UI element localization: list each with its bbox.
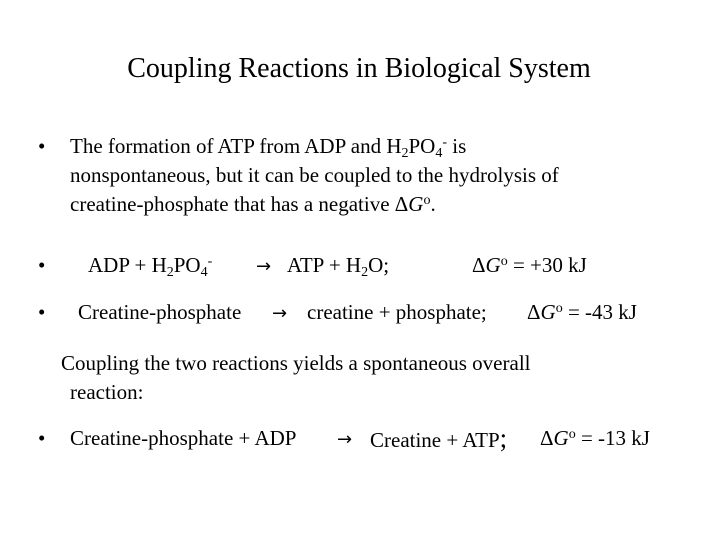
bullet-1-line-2: nonspontaneous, but it can be coupled to the hydrolysis of (70, 163, 559, 187)
bullet-2-delta-g (472, 252, 587, 278)
g-symbol: G (485, 253, 501, 277)
text: Creatine-phosphate (78, 300, 242, 324)
degree-symbol: o (500, 254, 508, 269)
bullet-1-line-3 (70, 191, 436, 217)
arrow-icon: → (272, 303, 288, 324)
degree-symbol: o (568, 427, 576, 442)
text: = -43 kJ (562, 300, 637, 324)
degree-symbol: o (423, 193, 431, 208)
slide-title: Coupling Reactions in Biological System (127, 53, 591, 84)
bullet-5-delta-g (540, 425, 650, 451)
text: O; (368, 253, 390, 277)
superscript: - (442, 135, 448, 150)
bullet-3-arrow (272, 299, 287, 327)
text: PO (173, 253, 201, 277)
text: The formation of ATP from ADP and H (70, 134, 402, 158)
delta-symbol: Δ (472, 253, 486, 277)
semicolon: ; (499, 423, 508, 453)
coupling-line-2: reaction: (70, 380, 144, 404)
subscript: 4 (435, 146, 443, 161)
text: Creatine-phosphate + ADP (70, 426, 297, 450)
degree-symbol: o (555, 301, 563, 316)
bullet-5: • (38, 426, 46, 450)
text: . (430, 192, 436, 216)
g-symbol: G (553, 426, 569, 450)
bullet-3-products (307, 299, 487, 325)
text: creatine-phosphate that has a negative (70, 192, 395, 216)
subscript: 2 (166, 265, 174, 280)
bullet-2: • (38, 253, 46, 277)
bullet-3-delta-g (527, 299, 637, 325)
text: Creatine + ATP (370, 428, 500, 452)
bullet-2-arrow (256, 252, 271, 280)
text: is (447, 134, 467, 158)
text: ATP + H (287, 253, 362, 277)
subscript: 2 (361, 265, 369, 280)
text: ADP + H (88, 253, 167, 277)
text: = +30 kJ (507, 253, 587, 277)
text: creatine + phosphate; (307, 300, 487, 324)
delta-symbol: Δ (540, 426, 554, 450)
g-symbol: G (540, 300, 556, 324)
bullet-1: • (38, 134, 46, 158)
bullet-5-products (370, 425, 507, 453)
text: PO (408, 134, 436, 158)
bullet-1-line-1 (70, 133, 466, 159)
subscript: 2 (401, 146, 409, 161)
g-symbol: G (408, 192, 424, 216)
superscript: - (207, 254, 213, 269)
arrow-icon: → (256, 256, 272, 277)
arrow-icon: → (337, 429, 353, 450)
bullet-3-equation (78, 299, 241, 325)
bullet-2-equation (88, 252, 212, 278)
bullet-5-arrow (337, 425, 352, 453)
bullet-3: • (38, 300, 46, 324)
delta-symbol: Δ (527, 300, 541, 324)
delta-symbol: Δ (394, 192, 409, 216)
coupling-line-1: Coupling the two reactions yields a spontaneous overall (61, 351, 531, 375)
text: = -13 kJ (575, 426, 650, 450)
bullet-5-reactants (70, 425, 296, 451)
subscript: 4 (200, 265, 208, 280)
bullet-2-products (287, 252, 389, 278)
